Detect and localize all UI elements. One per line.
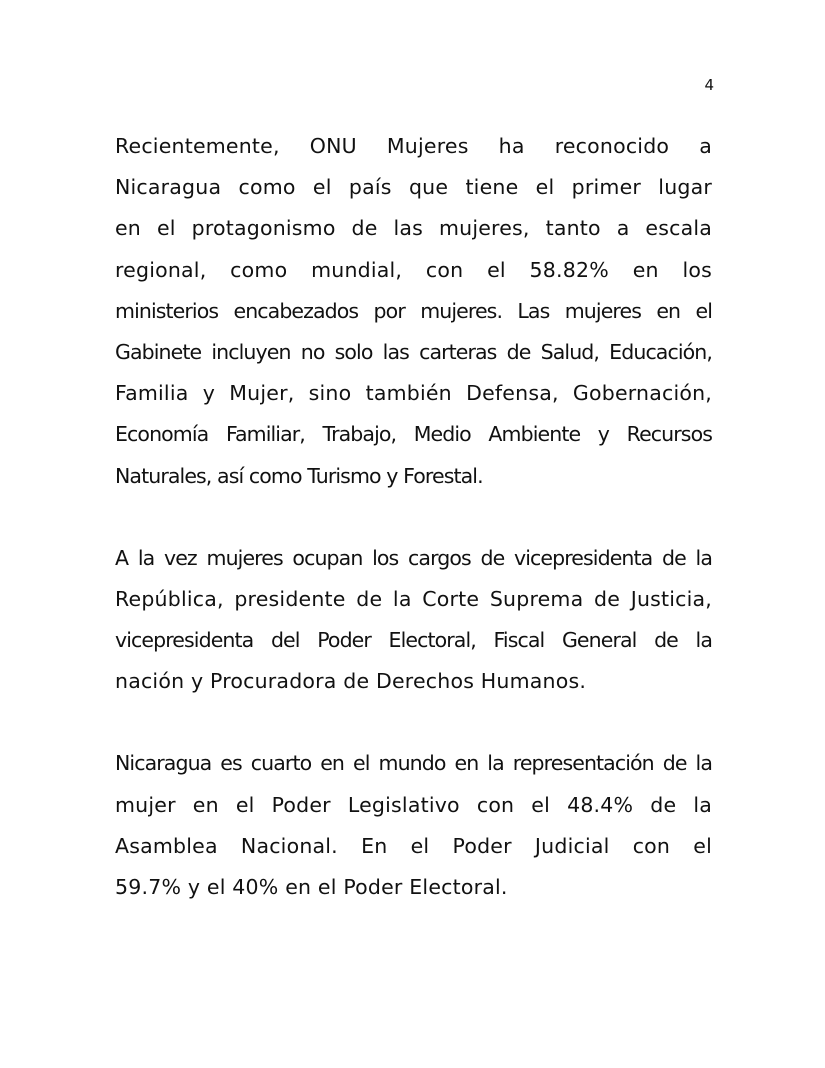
text-line: Naturales, así como Turismo y Forestal. [115,463,483,488]
text-line: Familia y Mujer, sino también Defensa, Gobernación, [115,381,712,406]
text-line: 59.7% y el 40% en el Poder Electoral. [115,875,508,899]
paragraph-cabinet [115,126,712,497]
paragraph-state-positions [115,538,712,703]
body-text [115,126,712,949]
text-line: mujer en el Poder Legislativo con el 48.4% de la [115,792,712,817]
text-line: Nicaragua es cuarto en el mundo en la representación de la [115,751,712,776]
text-line: ministerios encabezados por mujeres. Las mujeres en el [115,298,712,323]
text-line: Economía Familiar, Trabajo, Medio Ambiente y Recursos [115,422,712,447]
text-line: Recientemente, ONU Mujeres ha reconocido a [115,134,712,158]
page-number: 4 [704,76,714,94]
text-line: Nicaragua como el país que tiene el primer lugar [115,175,712,200]
text-line: A la vez mujeres ocupan los cargos de vicepresidenta de la [115,545,712,570]
text-line: vicepresidenta del Poder Electoral, Fiscal General de la [115,628,712,653]
text-line: en el protagonismo de las mujeres, tanto a escala [115,216,712,241]
text-line: regional, como mundial, con el 58.82% en los [115,257,712,282]
text-line: nación y Procuradora de Derechos Humanos. [115,669,587,694]
text-line: Asamblea Nacional. En el Poder Judicial con el [115,833,712,858]
paragraph-legislative [115,743,712,908]
text-line: República, presidente de la Corte Suprema de Justicia, [115,586,712,611]
text-line: Gabinete incluyen no solo las carteras de Salud, Educación, [115,339,712,364]
